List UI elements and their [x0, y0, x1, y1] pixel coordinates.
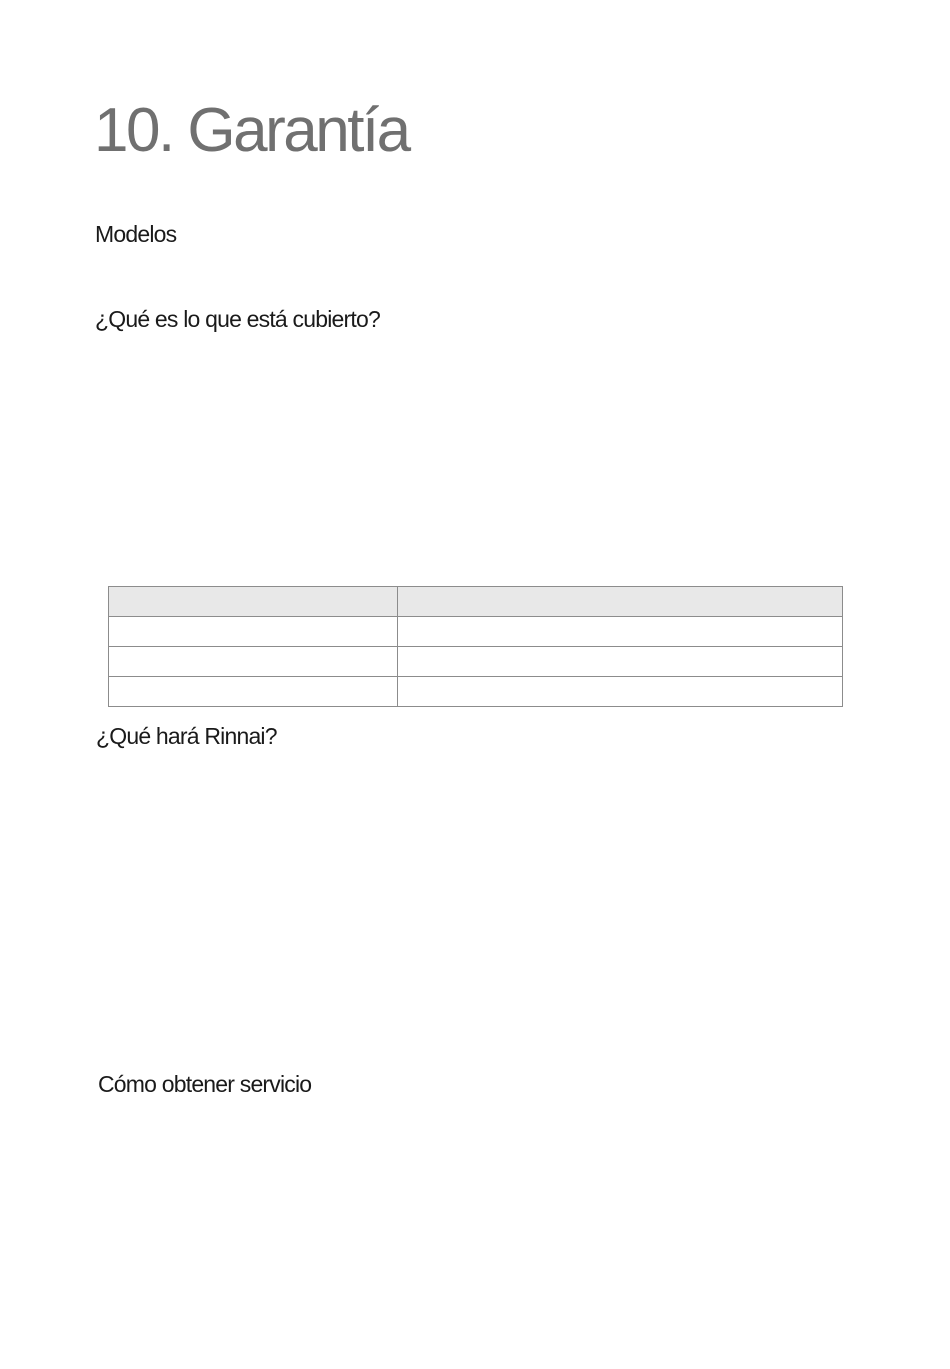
- table-cell: [398, 677, 843, 707]
- warranty-table: [108, 586, 843, 707]
- table-row: [109, 647, 843, 677]
- table-cell: [109, 647, 398, 677]
- section-heading-rinnai: ¿Qué hará Rinnai?: [96, 723, 277, 749]
- table-row: [109, 617, 843, 647]
- table-header-row: [109, 587, 843, 617]
- table-cell: [398, 647, 843, 677]
- table-cell: [109, 617, 398, 647]
- table-cell: [109, 677, 398, 707]
- table-row: [109, 677, 843, 707]
- section-heading-modelos: Modelos: [95, 221, 177, 247]
- section-heading-coverage: ¿Qué es lo que está cubierto?: [95, 306, 380, 332]
- section-heading-service: Cómo obtener servicio: [98, 1071, 312, 1097]
- table-header-cell: [398, 587, 843, 617]
- table-header-cell: [109, 587, 398, 617]
- page-title: 10. Garantía: [94, 96, 409, 165]
- table-cell: [398, 617, 843, 647]
